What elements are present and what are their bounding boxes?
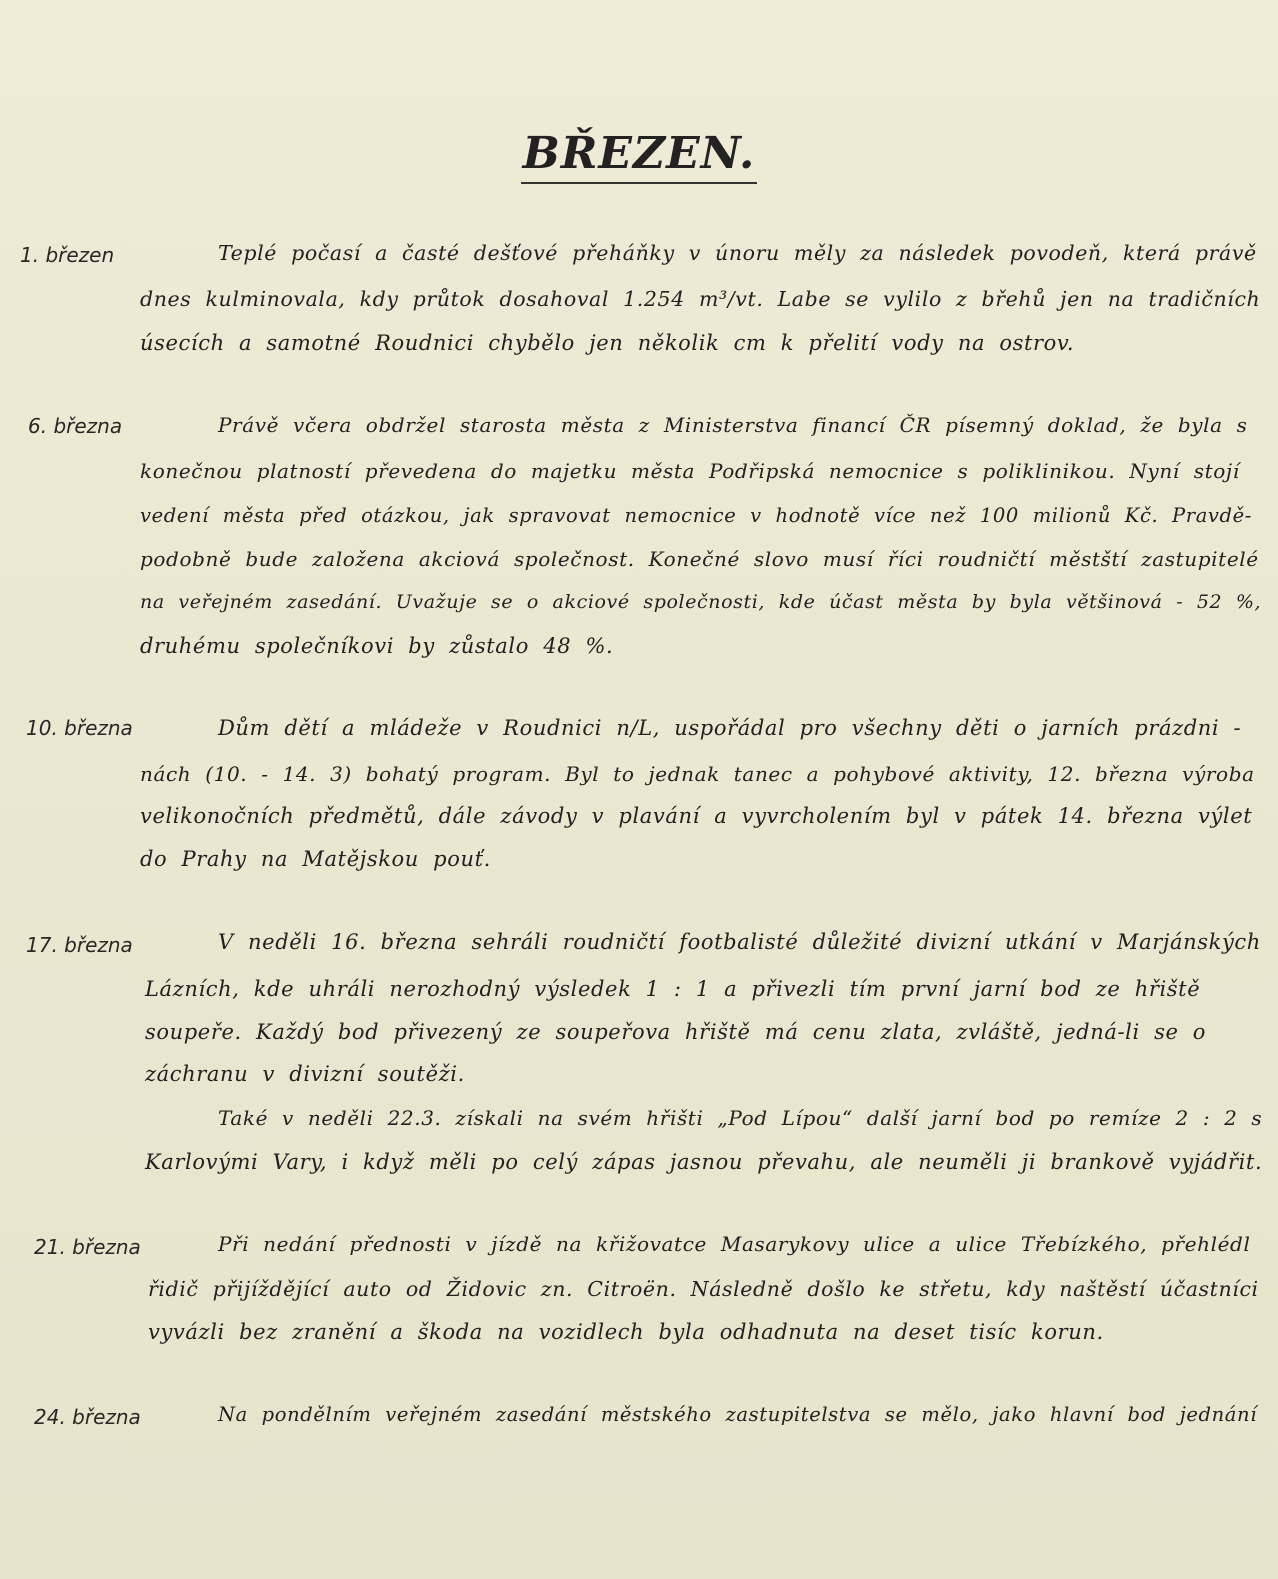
entry-text-line: soupeře. Každý bod přivezený ze soupeřova hřiště má cenu zlata, zvláště, jedná-li se o [145, 1020, 1207, 1044]
entry-text-line: konečnou platností převedena do majetku města Podřipská nemocnice s poliklinikou. Nyní stojí [140, 459, 1240, 483]
entry-text-line: na veřejném zasedání. Uvažuje se o akciové společnosti, kde účast města by byla většinová - 52 %, [140, 591, 1262, 613]
entry-text-line: dnes kulminovala, kdy průtok dosahoval 1.254 m³/vt. Labe se vylilo z břehů jen na tradičních [140, 287, 1261, 311]
entry-text-line: V neděli 16. března sehráli roudničtí footbalisté důležité divizní utkání v Marjánských [218, 930, 1261, 954]
entry-text-line: úsecích a samotné Roudnici chybělo jen několik cm k přelití vody na ostrov. [140, 331, 1075, 355]
entry-text-line: Právě včera obdržel starosta města z Ministerstva financí ČR písemný doklad, že byla s [218, 413, 1248, 437]
entry-date: 21. března [34, 1235, 141, 1259]
entry-text-line: Karlovými Vary, i když měli po celý zápas jasnou převahu, ale neuměli ji brankově vyjádřit. [145, 1150, 1263, 1174]
entry-text-line: Také v neděli 22.3. získali na svém hřišti „Pod Lípou“ další jarní bod po remíze 2 : 2 s [218, 1106, 1263, 1130]
entry-text-line: Teplé počasí a časté dešťové přeháňky v únoru měly za následek povodeň, která právě [218, 241, 1257, 265]
entry-text-line: záchranu v divizní soutěži. [145, 1062, 465, 1086]
entry-text-line: nách (10. - 14. 3) bohatý program. Byl to jednak tanec a pohybové aktivity, 12. března výroba [140, 762, 1255, 786]
entry-text-line: Na pondělním veřejném zasedání městského zastupitelstva se mělo, jako hlavní bod jednání [218, 1403, 1258, 1426]
entry-date: 6. března [28, 414, 123, 438]
entry-text-line: Lázních, kde uhráli nerozhodný výsledek 1 : 1 a přivezli tím první jarní bod ze hřiště [145, 977, 1201, 1001]
entry-text-line: Dům dětí a mládeže v Roudnici n/L, uspořádal pro všechny děti o jarních prázdni - [218, 716, 1242, 740]
page-title-text: BŘEZEN. [521, 128, 758, 184]
entry-text-line: podobně bude založena akciová společnost. Konečné slovo musí říci roudničtí městští zastupitelé [140, 547, 1259, 571]
entry-text-line: vedení města před otázkou, jak spravovat nemocnice v hodnotě více než 100 milionů Kč. Pravdě- [140, 504, 1252, 527]
entry-text-line: velikonočních předmětů, dále závody v plavání a vyvrcholením byl v pátek 14. března výlet [140, 804, 1253, 828]
entry-text-line: Při nedání přednosti v jízdě na křižovatce Masarykovy ulice a ulice Třebízkého, přehlédl [218, 1232, 1251, 1256]
page-title [0, 128, 1278, 184]
entry-text-line: do Prahy na Matějskou pouť. [140, 847, 491, 871]
entry-date: 1. březen [20, 243, 115, 267]
entry-date: 17. března [26, 933, 133, 957]
entry-date: 10. března [26, 716, 133, 740]
entry-text-line: druhému společníkovi by zůstalo 48 %. [140, 634, 614, 658]
entry-text-line: vyvázli bez zranění a škoda na vozidlech byla odhadnuta na deset tisíc korun. [148, 1320, 1104, 1344]
entry-text-line: řidič přijíždějící auto od Židovic zn. Citroën. Následně došlo ke střetu, kdy naštěstí účastníci [148, 1277, 1259, 1301]
entry-date: 24. března [34, 1405, 141, 1429]
